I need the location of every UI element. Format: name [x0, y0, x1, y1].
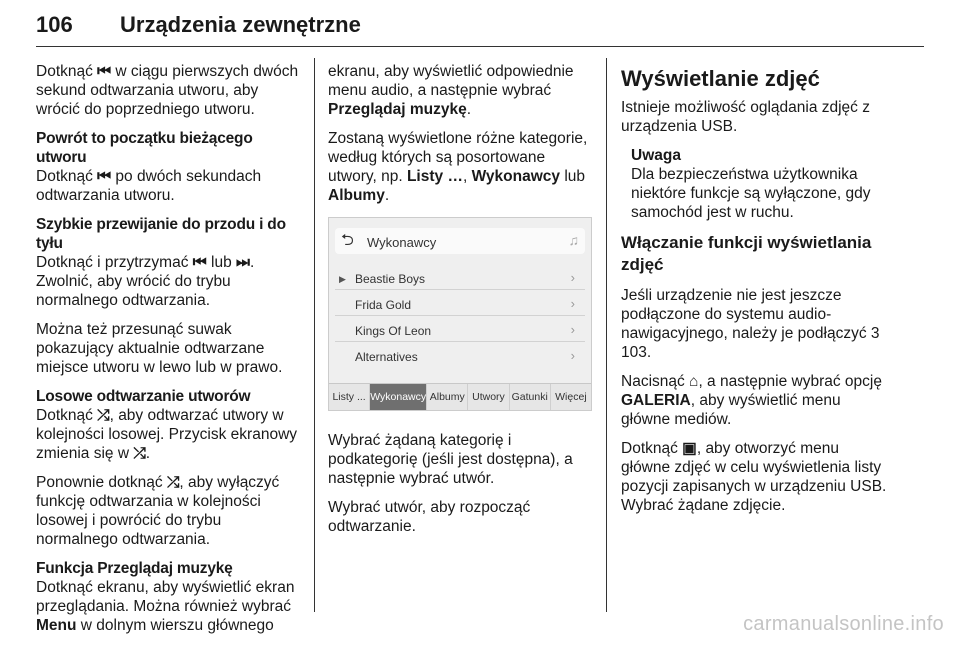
tab-genres[interactable]: Gatunki: [510, 384, 551, 410]
note-title: Uwaga: [631, 147, 681, 164]
paragraph: Dotknąć ⤮, aby odtwarzać utwory w kolejności losowej. Przycisk ekranowy zmienia się w ⤮.: [36, 407, 298, 462]
screen-title: Wykonawcy: [367, 235, 437, 250]
screen-tab-bar: [329, 383, 591, 410]
paragraph: Dotknąć i przytrzymać ⏮ lub ⏭. Zwolnić, aby wrócić do trybu normalnego odtwarzania.: [36, 254, 255, 309]
music-note-icon: ♫: [568, 232, 579, 248]
subsection-title: Włączanie funkcji wyświetlania zdjęć: [621, 233, 872, 274]
tab-songs[interactable]: Utwory: [468, 384, 509, 410]
subheading: Szybkie przewijanie do przodu i do tyłu: [36, 216, 286, 252]
paragraph: Dotknąć ⏮ po dwóch sekundach odtwarzania utworu.: [36, 168, 262, 204]
screen-illustration: [328, 217, 592, 411]
chevron-right-icon: ›: [570, 322, 575, 337]
home-icon: ⌂: [689, 373, 699, 390]
column-1: [36, 62, 302, 645]
column-divider: [314, 58, 315, 612]
column-2: [328, 62, 598, 546]
tab-more[interactable]: Więcej: [555, 391, 587, 403]
section-title: Wyświetlanie zdjęć: [621, 66, 820, 91]
previous-track-icon: ⏮: [192, 254, 207, 271]
note-text: Dla bezpieczeństwa użytkownika niektóre funkcje są wyłączone, gdy samochód jest w ruchu.: [631, 166, 871, 221]
artist-list: [335, 264, 585, 367]
chapter-title: Urządzenia zewnętrzne: [120, 12, 361, 37]
watermark: carmanualsonline.info: [743, 613, 944, 635]
subheading: Powrót to początku bieżącego utworu: [36, 130, 253, 166]
paragraph: Istnieje możliwość oglądania zdjęć z urządzenia USB.: [621, 99, 870, 135]
list-item[interactable]: Frida Gold ›: [335, 290, 585, 316]
back-icon[interactable]: ⮌: [341, 232, 354, 249]
shuffle-icon: ⤮: [166, 474, 180, 491]
column-divider: [606, 58, 607, 612]
list-item[interactable]: Alternatives ›: [355, 348, 575, 364]
list-item[interactable]: Kings Of Leon ›: [335, 316, 585, 342]
page-header: [36, 6, 924, 47]
tab-albums[interactable]: Albumy: [427, 384, 468, 410]
play-icon: ▶: [339, 274, 346, 284]
paragraph: Wybrać żądaną kategorię i podkategorię (jeśli jest dostępna), a następnie wybrać utwór.: [328, 432, 573, 487]
tab-artists[interactable]: Wykonawcy: [370, 384, 427, 410]
paragraph: Dotknąć ▣, aby otworzyć menu główne zdjęć w celu wyświetlenia listy pozycji zapisanych w urządzeniu USB. Wybrać żądane zdjęcie.: [621, 440, 887, 514]
subheading: Losowe odtwarzanie utworów: [36, 388, 251, 405]
shuffle-icon: ⤮: [97, 407, 110, 424]
list-item[interactable]: ▶ Beastie Boys ›: [335, 264, 585, 290]
paragraph: ekranu, aby wyświetlić odpowiednie menu audio, a następnie wybrać Przeglądaj muzykę.: [328, 63, 574, 118]
paragraph: Jeśli urządzenie nie jest jeszcze podłączone do systemu audio-nawigacyjnego, należy je podłączyć 3 103.: [621, 287, 880, 361]
column-3: [621, 66, 889, 525]
next-track-icon: ⏭: [236, 254, 250, 271]
screen-header: [335, 228, 585, 254]
paragraph: Nacisnąć ⌂, a następnie wybrać opcję GALERIA, aby wyświetlić menu główne mediów.: [621, 373, 882, 428]
paragraph: Można też przesunąć suwak pokazujący aktualnie odtwarzane miejsce utworu w lewo lub w prawo.: [36, 321, 283, 376]
picture-icon: ▣: [682, 440, 697, 457]
previous-track-icon: ⏮: [97, 168, 112, 185]
paragraph: Wybrać utwór, aby rozpocząć odtwarzanie.: [328, 499, 531, 535]
chevron-right-icon: ›: [570, 296, 575, 311]
tab-playlists[interactable]: Listy ...: [329, 384, 370, 410]
paragraph: Dotknąć ⏮ w ciągu pierwszych dwóch sekund odtwarzania utworu, aby wrócić do poprzedniego utworu.: [36, 63, 299, 118]
paragraph: Zostaną wyświetlone różne kategorie, według których są posortowane utwory, np. Listy …, Wykonawcy lub Albumy.: [328, 130, 588, 204]
previous-track-icon: ⏮: [97, 63, 112, 80]
page-number: 106: [36, 12, 73, 37]
chevron-right-icon: ›: [570, 270, 575, 285]
shuffle-icon: ⤮: [133, 445, 146, 462]
note-box: [621, 146, 889, 222]
paragraph: Ponownie dotknąć ⤮, aby wyłączyć funkcję odtwarzania w kolejności losowej i powrócić do trybu normalnego odtwarzania.: [36, 474, 280, 548]
paragraph: Dotknąć ekranu, aby wyświetlić ekran przeglądania. Można również wybrać Menu w dolnym wierszu głównego: [36, 579, 295, 634]
page-reference: 3 103: [621, 325, 880, 361]
chevron-right-icon: ›: [570, 348, 575, 363]
subheading: Funkcja Przeglądaj muzykę: [36, 560, 233, 577]
